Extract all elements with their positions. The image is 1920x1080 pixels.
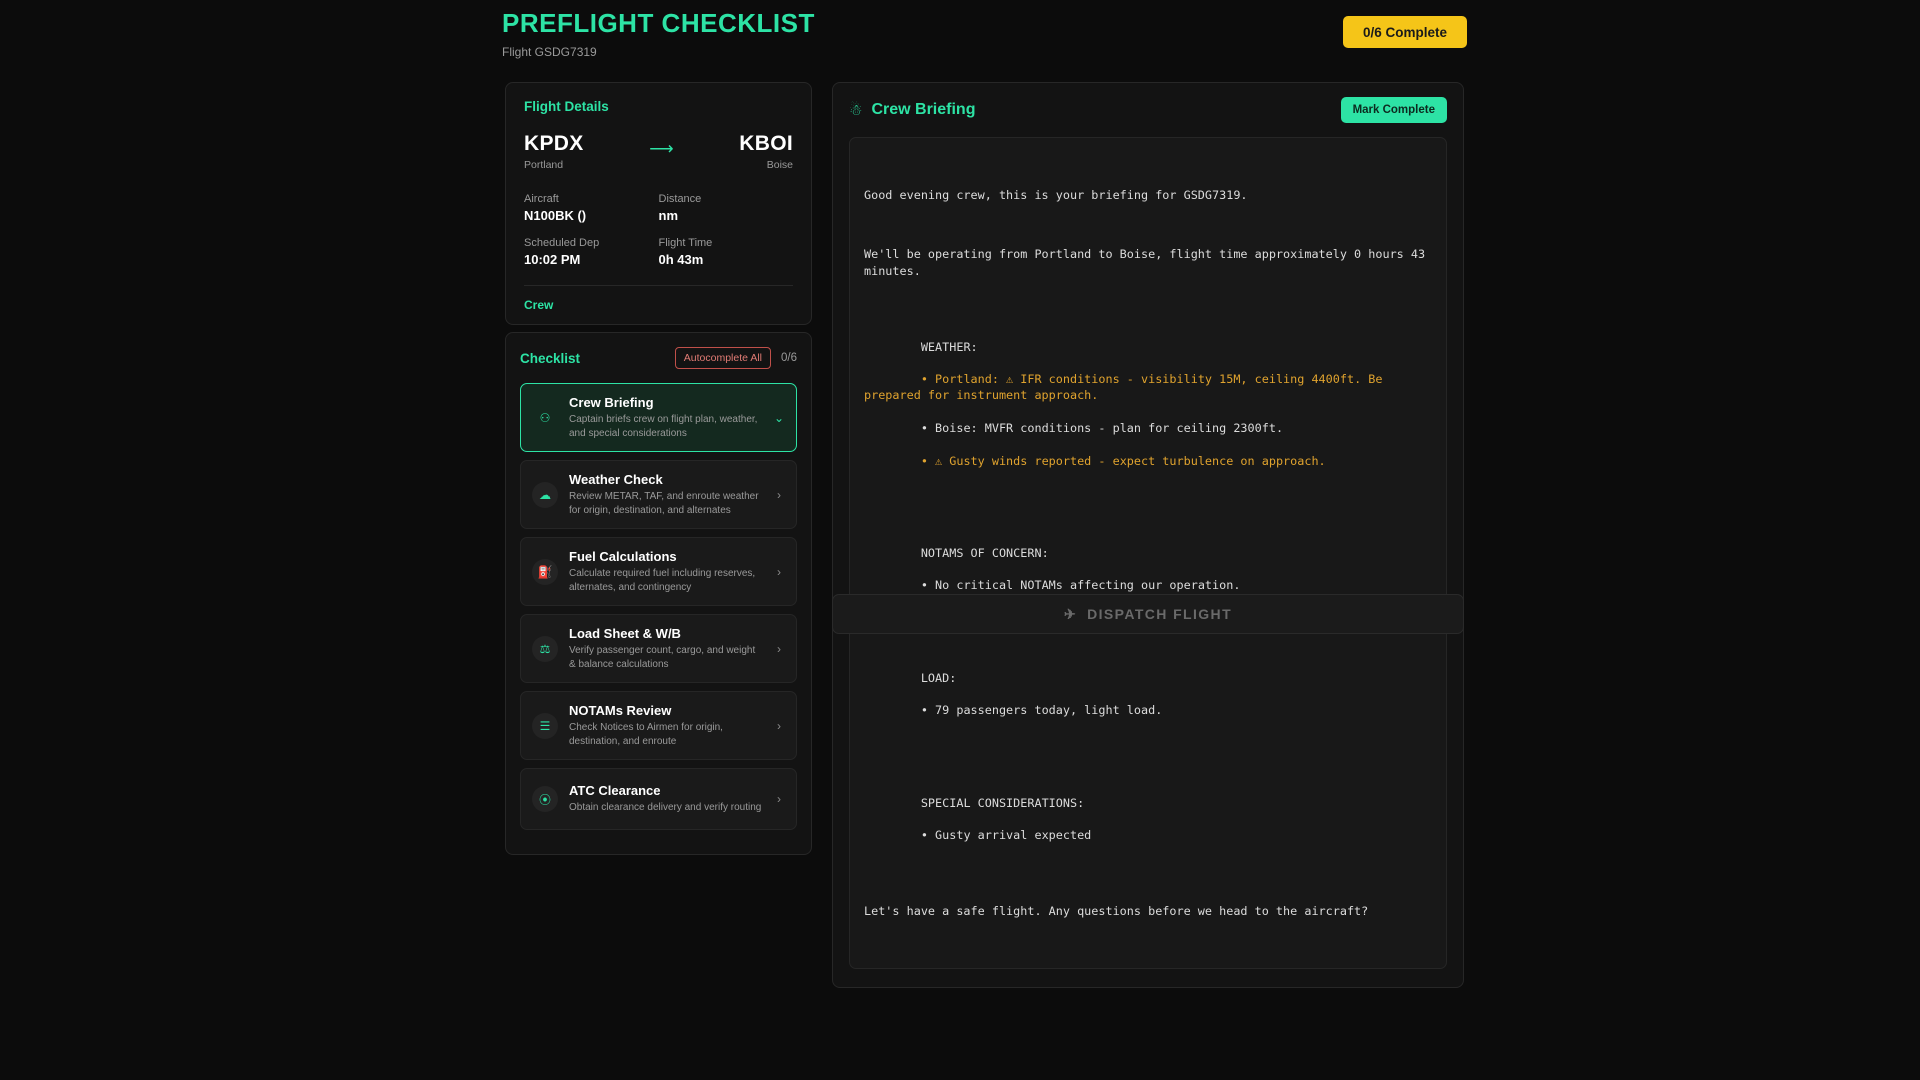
meta-value: 0h 43m (658, 252, 704, 267)
meta-aircraft (524, 193, 659, 223)
checklist-item-desc: Obtain clearance delivery and verify routing (569, 802, 762, 814)
flight-number-subtitle: Flight GSDG7319 (502, 45, 597, 59)
briefing-operating: We'll be operating from Portland to Boise, flight time approximately 0 hours 43 minutes. (864, 247, 1433, 278)
meta-flight-time (659, 237, 794, 267)
flight-details-panel (505, 82, 812, 325)
chevron-down-icon[interactable]: ⌄ (773, 410, 785, 425)
special-heading: SPECIAL CONSIDERATIONS: (920, 795, 1085, 810)
checklist-header (520, 347, 797, 369)
page-title: PREFLIGHT CHECKLIST (502, 8, 815, 38)
checklist-items (520, 383, 797, 830)
checklist-item-load-sheet-wb[interactable] (520, 614, 797, 683)
briefing-text-box (849, 137, 1447, 969)
chevron-right-icon[interactable]: › (777, 564, 781, 579)
autocomplete-all-button[interactable]: Autocomplete All (675, 347, 771, 369)
dispatch-flight-button[interactable] (832, 594, 1464, 634)
special-line: • Gusty arrival expected (920, 828, 1092, 843)
radio-tower-icon: ⦿ (532, 786, 558, 812)
chevron-right-icon[interactable]: › (777, 792, 781, 806)
crew-section (524, 285, 793, 314)
meta-value: N100BK () (524, 208, 587, 223)
chevron-right-icon[interactable]: › (777, 487, 781, 502)
chevron-right-icon[interactable]: › (777, 641, 781, 656)
cloud-icon: ☁ (532, 482, 558, 508)
weather-line-portland: • Portland: ⚠ IFR conditions - visibility 15M, ceiling 4400ft. Be prepared for instrument approach. (864, 372, 1390, 403)
dispatch-flight-label: DISPATCH FLIGHT (1087, 606, 1233, 622)
crew-icon: ⚇ (539, 410, 551, 425)
notams-line: • No critical NOTAMs affecting our operation. (920, 578, 1241, 593)
mark-complete-button[interactable]: Mark Complete (1341, 97, 1447, 123)
flight-meta-grid (524, 193, 793, 267)
meta-label: Scheduled Dep (524, 237, 600, 249)
checklist-item-desc: Review METAR, TAF, and enroute weather for origin, destination, and alternates (569, 491, 759, 516)
meta-scheduled-dep (524, 237, 659, 267)
checklist-item-desc: Check Notices to Airmen for origin, destination, and enroute (569, 722, 723, 747)
crew-icon: ☃ (849, 102, 863, 119)
checklist-item-title: Weather Check (569, 472, 663, 487)
checklist-count: 0/6 (781, 352, 797, 364)
meta-value: nm (658, 208, 678, 223)
header (502, 8, 815, 59)
flight-details-title: Flight Details (524, 99, 609, 114)
destination-city: Boise (766, 159, 793, 171)
route-row (524, 132, 793, 171)
arrow-right-icon: ⟶ (649, 139, 674, 158)
document-icon: ☰ (532, 713, 558, 739)
destination-airport (739, 132, 793, 171)
checklist-item-title: NOTAMs Review (569, 703, 672, 718)
destination-code: KBOI (739, 132, 793, 155)
checklist-item-fuel-calculations[interactable] (520, 537, 797, 606)
load-heading: LOAD: (920, 670, 957, 685)
checklist-title: Checklist (520, 350, 581, 366)
weather-line-boise: • Boise: MVFR conditions - plan for ceiling 2300ft. (920, 420, 1284, 435)
meta-distance (659, 193, 794, 223)
meta-label: Flight Time (658, 237, 713, 249)
scale-icon: ⚖ (532, 636, 558, 662)
crew-briefing-title: Crew Briefing (871, 101, 976, 118)
fuel-icon: ⛽ (532, 559, 558, 585)
weather-line-winds: • ⚠ Gusty winds reported - expect turbulence on approach. (920, 453, 1326, 468)
meta-value: 10:02 PM (524, 252, 581, 267)
checklist-panel (505, 332, 812, 855)
origin-code: KPDX (524, 132, 584, 155)
origin-city: Portland (524, 159, 564, 171)
checklist-item-title: Fuel Calculations (569, 549, 677, 564)
completion-badge: 0/6 Complete (1343, 16, 1467, 48)
checklist-item-notams-review[interactable] (520, 691, 797, 760)
checklist-item-desc: Captain briefs crew on flight plan, weather, and special considerations (569, 414, 758, 439)
chevron-right-icon[interactable]: › (777, 718, 781, 733)
checklist-item-atc-clearance[interactable] (520, 768, 797, 830)
meta-label: Aircraft (524, 193, 559, 205)
crew-link[interactable]: Crew (524, 298, 554, 312)
checklist-item-desc: Verify passenger count, cargo, and weight & balance calculations (569, 645, 756, 670)
notams-heading: NOTAMS OF CONCERN: (920, 545, 1049, 560)
load-line: • 79 passengers today, light load. (920, 703, 1163, 718)
crew-briefing-header (849, 97, 1447, 123)
checklist-item-title: Crew Briefing (569, 395, 654, 410)
plane-icon: ✈ (1063, 605, 1078, 622)
checklist-item-weather-check[interactable] (520, 460, 797, 529)
checklist-item-crew-briefing[interactable] (520, 383, 797, 452)
checklist-item-title: Load Sheet & W/B (569, 626, 681, 641)
briefing-intro: Good evening crew, this is your briefing for GSDG7319. (864, 187, 1248, 202)
crew-briefing-panel (832, 82, 1464, 988)
meta-label: Distance (658, 193, 702, 205)
briefing-closing: Let's have a safe flight. Any questions before we head to the aircraft? (864, 904, 1369, 919)
origin-airport (524, 132, 584, 171)
weather-heading: WEATHER: (920, 339, 978, 354)
checklist-item-title: ATC Clearance (569, 783, 661, 799)
checklist-item-desc: Calculate required fuel including reserves, alternates, and contingency (569, 568, 756, 593)
